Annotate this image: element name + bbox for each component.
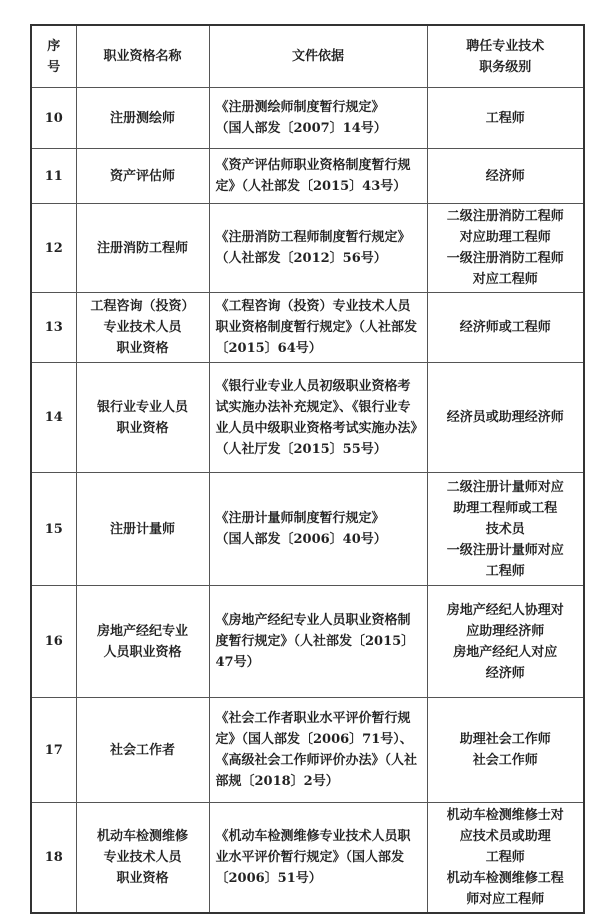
table-row xyxy=(31,204,584,293)
qualification-name: 社会工作者 xyxy=(76,698,209,803)
qualification-name: 机动车检测维修 专业技术人员 职业资格 xyxy=(76,803,209,914)
qualification-name: 工程咨询（投资） 专业技术人员 职业资格 xyxy=(76,293,209,363)
row-number: 11 xyxy=(31,149,76,204)
qualification-name: 注册测绘师 xyxy=(76,88,209,149)
qualification-table xyxy=(30,24,585,914)
document-basis: 《注册计量师制度暂行规定》 （国人部发〔2006〕40号） xyxy=(209,473,427,586)
title-level: 房地产经纪人协理对 应助理经济师 房地产经纪人对应 经济师 xyxy=(427,586,584,698)
document-basis: 《房地产经纪专业人员职业资格制度暂行规定》（人社部发〔2015〕47号） xyxy=(209,586,427,698)
table-row xyxy=(31,149,584,204)
qualification-name: 注册消防工程师 xyxy=(76,204,209,293)
table-row xyxy=(31,363,584,473)
row-number: 18 xyxy=(31,803,76,914)
row-number: 14 xyxy=(31,363,76,473)
row-number: 13 xyxy=(31,293,76,363)
title-level: 二级注册消防工程师 对应助理工程师 一级注册消防工程师 对应工程师 xyxy=(427,204,584,293)
header-name: 职业资格名称 xyxy=(76,25,209,88)
table-row xyxy=(31,293,584,363)
document-basis: 《注册消防工程师制度暂行规定》（人社部发〔2012〕56号） xyxy=(209,204,427,293)
row-number: 17 xyxy=(31,698,76,803)
header-document: 文件依据 xyxy=(209,25,427,88)
table-row xyxy=(31,698,584,803)
title-level: 助理社会工作师 社会工作师 xyxy=(427,698,584,803)
qualification-name: 银行业专业人员 职业资格 xyxy=(76,363,209,473)
table-row xyxy=(31,88,584,149)
document-basis: 《注册测绘师制度暂行规定》 （国人部发〔2007〕14号） xyxy=(209,88,427,149)
row-number: 10 xyxy=(31,88,76,149)
table-row xyxy=(31,803,584,914)
qualification-name: 房地产经纪专业 人员职业资格 xyxy=(76,586,209,698)
row-number: 15 xyxy=(31,473,76,586)
table-header-row xyxy=(31,25,584,88)
title-level: 二级注册计量师对应 助理工程师或工程 技术员 一级注册计量师对应 工程师 xyxy=(427,473,584,586)
title-level: 经济师或工程师 xyxy=(427,293,584,363)
document-basis: 《资产评估师职业资格制度暂行规定》（人社部发〔2015〕43号） xyxy=(209,149,427,204)
header-no: 序 号 xyxy=(31,25,76,88)
document-basis: 《银行业专业人员初级职业资格考试实施办法补充规定》、《银行业专业人员中级职业资格考试实施办法》（人社厅发〔2015〕55号） xyxy=(209,363,427,473)
table-row xyxy=(31,473,584,586)
title-level: 经济员或助理经济师 xyxy=(427,363,584,473)
qualification-name: 资产评估师 xyxy=(76,149,209,204)
qualification-name: 注册计量师 xyxy=(76,473,209,586)
document-basis: 《机动车检测维修专业技术人员职业水平评价暂行规定》（国人部发〔2006〕51号） xyxy=(209,803,427,914)
row-number: 16 xyxy=(31,586,76,698)
table-row xyxy=(31,586,584,698)
title-level: 工程师 xyxy=(427,88,584,149)
title-level: 机动车检测维修士对 应技术员或助理 工程师 机动车检测维修工程 师对应工程师 xyxy=(427,803,584,914)
document-basis: 《社会工作者职业水平评价暂行规定》（国人部发〔2006〕71号）、《高级社会工作师评价办法》（人社部规〔2018〕2号） xyxy=(209,698,427,803)
title-level: 经济师 xyxy=(427,149,584,204)
document-basis: 《工程咨询（投资）专业技术人员职业资格制度暂行规定》（人社部发〔2015〕64号） xyxy=(209,293,427,363)
header-level: 聘任专业技术 职务级别 xyxy=(427,25,584,88)
row-number: 12 xyxy=(31,204,76,293)
